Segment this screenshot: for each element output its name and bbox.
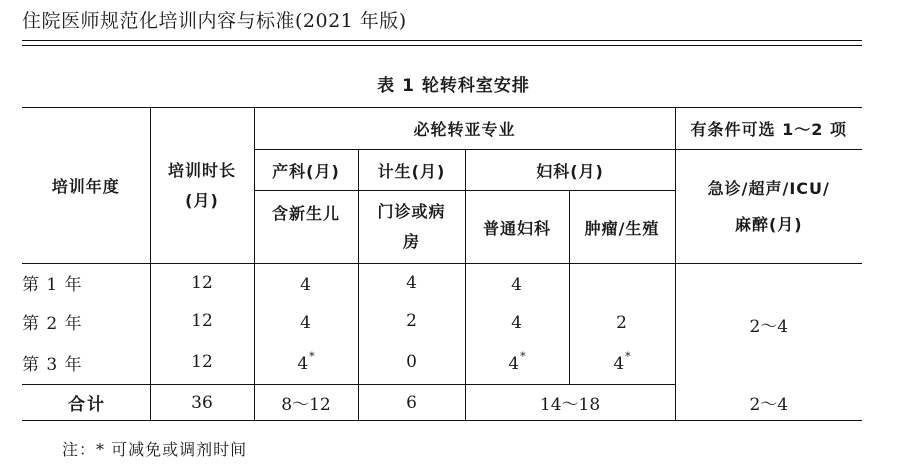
header-newborn: 含新生儿 <box>254 191 358 264</box>
table-caption: 表 1 轮转科室安排 <box>377 76 530 96</box>
running-header: 住院医师规范化培训内容与标准(2021 年版) <box>22 10 407 32</box>
tumor-repro-cell: 2 <box>569 302 675 341</box>
total-duration: 36 <box>150 385 254 421</box>
clinic-ward-cell: 2 <box>358 302 465 341</box>
year-cell: 第 3 年 <box>22 341 150 385</box>
duration-cell: 12 <box>150 264 254 302</box>
clinic-ward-cell: 0 <box>358 341 465 385</box>
duration-cell: 12 <box>150 302 254 341</box>
tumor-repro-cell: 4* <box>569 341 675 385</box>
header-optional-group: 有条件可选 1～2 项 <box>675 108 862 150</box>
header-optional-dept: 急诊/超声/ICU/麻醉(月) <box>675 150 862 264</box>
total-gynecology: 14～18 <box>465 385 675 421</box>
header-tumor-repro: 肿瘤/生殖 <box>569 191 675 264</box>
newborn-cell: 4 <box>254 302 358 341</box>
year-cell: 第 2 年 <box>22 313 83 334</box>
total-family-planning: 6 <box>358 385 465 421</box>
header-rule-thin <box>22 45 862 46</box>
general-gyn-cell: 4 <box>465 264 569 302</box>
newborn-cell: 4* <box>254 341 358 385</box>
header-required-group: 必轮转亚专业 <box>254 108 675 150</box>
year-cell: 第 1 年 <box>22 275 83 296</box>
duration-cell: 12 <box>150 341 254 385</box>
optional-cell: 2～4 <box>675 264 862 385</box>
header-duration: 培训时长(月) <box>150 108 254 264</box>
header-family-planning: 计生(月) <box>358 150 465 191</box>
tumor-repro-cell <box>569 264 675 302</box>
total-obstetrics: 8～12 <box>254 385 358 421</box>
total-optional: 2～4 <box>675 385 862 421</box>
general-gyn-cell: 4* <box>465 341 569 385</box>
table-row <box>22 264 862 302</box>
total-row <box>22 385 862 421</box>
header-general-gyn: 普通妇科 <box>465 191 569 264</box>
header-rule-thick <box>22 40 862 41</box>
newborn-cell: 4 <box>254 264 358 302</box>
header-clinic-ward: 门诊或病房 <box>358 191 465 264</box>
general-gyn-cell: 4 <box>465 302 569 341</box>
clinic-ward-cell: 4 <box>358 264 465 302</box>
header-obstetrics: 产科(月) <box>254 150 358 191</box>
total-label: 合计 <box>22 385 150 421</box>
rotation-table <box>22 107 862 421</box>
header-year: 培训年度 <box>22 108 150 264</box>
table-footnote: 注：* 可减免或调剂时间 <box>62 440 248 459</box>
header-gynecology: 妇科(月) <box>465 150 675 191</box>
